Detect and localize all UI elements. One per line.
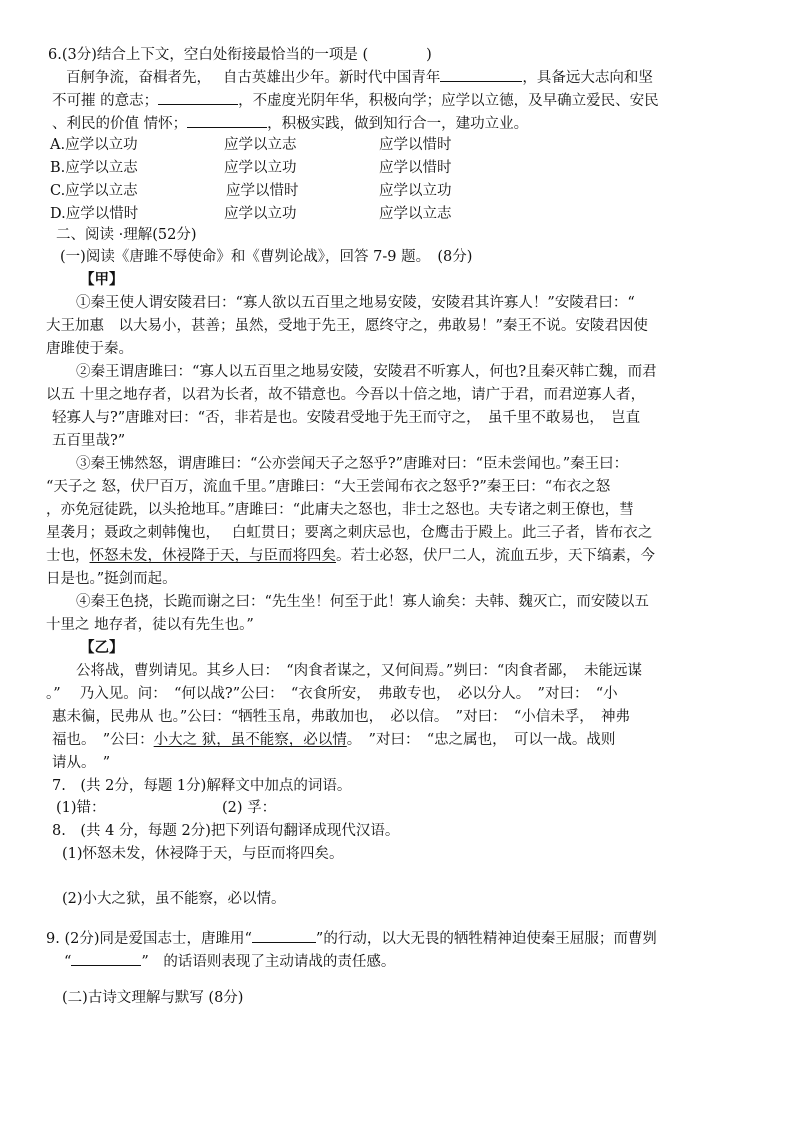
underlined-sentence-yi: 小大之 狱，虽不能察，必以情 bbox=[153, 732, 347, 748]
q8-item-1[interactable]: (1)怀怒未发，休祲降于天，与臣而将四矣。 bbox=[62, 846, 344, 862]
q6-para-line-2: 不可摧 的意志； ，不虚度光阴年华，积极向学；应学以立德，及早确立爱民、安民 bbox=[52, 90, 659, 111]
q7-item-1[interactable]: (1)错： bbox=[56, 800, 106, 816]
passage-yi-heading: 【乙】 bbox=[80, 639, 124, 656]
passage-jia-line: 星袭月；聂政之刺韩傀也， 白虹贯日；要离之刺庆忌也，仓鹰击于殿上。此三子者，皆布衣之 bbox=[46, 525, 653, 541]
passage-jia-line: ，亦免冠徒跣，以头抢地耳。”唐雎曰：“此庸夫之怒也，非士之怒也。夫专诸之刺王僚也，彗 bbox=[46, 502, 634, 518]
passage-jia-line: 十里之 地存者，徒以有先生也。” bbox=[46, 617, 254, 633]
passage-jia-line: ③秦王怫然怒，谓唐雎曰：“公亦尝闻天子之怒乎?”唐雎对曰：“臣未尝闻也。”秦王曰： bbox=[76, 456, 629, 472]
q8-item-2[interactable]: (2)小大之狱，虽不能察，必以情。 bbox=[62, 891, 286, 907]
q6-blank-1[interactable] bbox=[440, 67, 522, 82]
section-2-title: 二、阅读 ·理解(52分) bbox=[56, 227, 197, 243]
q8-stem: 8. (共 4 分，每题 2分)把下列语句翻译成现代汉语。 bbox=[52, 823, 400, 839]
passage-yi-line: 。” 乃入见。问： “何以战?”公曰： “衣食所安， 弗敢专也， 必以分人。 ”对曰： “小 bbox=[46, 686, 618, 702]
q9-line-1: 9. (2分)同是爱国志士，唐雎用“ ”的行动，以大无畏的牺牲精神迫使秦王屈服；而曹刿 bbox=[46, 928, 657, 949]
passage-jia-line: 以五 十里之地存者，以君为长者，故不错意也。今吾以十倍之地，请广于君，而君逆寡人者， bbox=[46, 387, 646, 403]
passage-jia-line: 唐雎使于秦。 bbox=[46, 341, 133, 357]
passage-jia-line: 大王加惠 以大易小，甚善；虽然，受地于先王，愿终守之，弗敢易！”秦王不说。安陵君因使 bbox=[46, 318, 648, 334]
passage-yi-line: 惠未徧，民弗从 也。”公曰：“牺牲玉帛，弗敢加也， 必以信。 ”对曰： “小信未孚， 神弗 bbox=[52, 709, 631, 725]
passage-jia-line: ②秦王谓唐雎曰：“寡人以五百里之地易安陵，安陵君不听寡人，何也?且秦灭韩亡魏，而君 bbox=[76, 364, 657, 380]
section-2b-title: (二)古诗文理解与默写 (8分) bbox=[62, 990, 244, 1006]
exam-page: 6.(3分)结合上下文，空白处衔接最恰当的一项是 ( ) 百舸争流，奋楫者先， 自古英雄出少年。新时代中国青年 ，具备远大志向和坚 不可摧 的意志； ，不虚度光阴年华，积极向学；应学以立德，及早确立爱民、安民 、利民的价值 情怀； ，积极实践，做到知行合一，建功立业。 A.应学以立功 应学以立志 应学以惜时 B.应学以立志 应学以立功 应学以惜时 C.应学以立志 应学以惜时 应学以立功 D.应学以惜时 应学以立功 应学以立志 二、阅读 ·理解(52分) (一)阅读《唐雎不辱使命》和《曹刿论战》，回答 7-9 题。 (8分) 【甲】 ①秦王使人谓安陵君曰：“寡人欲以五百里之地易安陵，安陵君其许寡人！”安陵君曰：“ 大王加惠 以大易小，甚善；虽然，受地于先王，愿终守之，弗敢易！”秦王不说。安陵君因使 唐雎使于秦。 ②秦王谓唐雎曰：“寡人以五百里之地易安陵，安陵君不听寡人，何也?且秦灭韩亡魏，而君 以五 十里之地存者，以君为长者，故不错意也。今吾以十倍之地，请广于君，而君逆寡人者， 轻寡人与?”唐雎对曰：“否，非若是也。安陵君受地于先王而守之， 虽千里不敢易也， 岂直 五百里哉?” ③秦王怫然怒，谓唐雎曰：“公亦尝闻天子之怒乎?”唐雎对曰：“臣未尝闻也。”秦王曰： “天子之 怒，伏尸百万，流血千里。”唐雎曰：“大王尝闻布衣之怒乎?”秦王曰：“布衣之怒 ，亦免冠徒跣，以头抢地耳。”唐雎曰：“此庸夫之怒也，非士之怒也。夫专诸之刺王僚也，彗 星袭月；聂政之刺韩傀也， 白虹贯日；要离之刺庆忌也，仓鹰击于殿上。此三子者，皆布衣之 士也，怀怒未发，休祲降于天，与臣而将四矣。若士必怒，伏尸二人，流血五步，天下缟素，今 日是也。”挺剑而起。 ④秦王色挠，长跪而谢之曰：“先生坐！何至于此！寡人谕矣：夫韩、魏灭亡，而安陵以五 十里之 地存者，徒以有先生也。” 【乙】 公将战，曹刿请见。其乡人曰： “肉食者谋之，又何间焉。”刿曰：“肉食者鄙， 未能远谋 。” 乃入见。问： “何以战?”公曰： “衣食所安， 弗敢专也， 必以分人。 ”对曰： “小 惠未徧，民弗从 也。”公曰：“牺牲玉帛，弗敢加也， 必以信。 ”对曰： “小信未孚， 神弗 福也。 ”公曰：小大之 狱，虽不能察，必以情。 ”对曰： “忠之属也， 可以一战。战则 请从。 ” 7. (共 2分，每题 1分)解释文中加点的词语。 (1)错： (2) 孚： 8. (共 4 分，每题 2分)把下列语句翻译成现代汉语。 (1)怀怒未发，休祲降于天，与臣而将四矣。 (2)小大之狱，虽不能察，必以情。 9. (2分)同是爱国志士，唐雎用“ ”的行动，以大无畏的牺牲精神迫使秦王屈服；而曹刿 “ ” 的话语则表现了主动请战的责任感。 (二)古诗文理解与默写 (8分) bbox=[46, 47, 659, 1006]
passage-jia-heading: 【甲】 bbox=[80, 271, 124, 288]
passage-jia-line: 日是也。”挺剑而起。 bbox=[46, 571, 177, 587]
passage-jia-line: ④秦王色挠，长跪而谢之曰：“先生坐！何至于此！寡人谕矣：夫韩、魏灭亡，而安陵以五 bbox=[76, 594, 649, 610]
q7-item-2[interactable]: (2) 孚： bbox=[222, 800, 277, 816]
passage-jia-line: ①秦王使人谓安陵君曰：“寡人欲以五百里之地易安陵，安陵君其许寡人！”安陵君曰：“ bbox=[76, 295, 635, 311]
q6-para-line-3: 、利民的价值 情怀； ，积极实践，做到知行合一，建功立业。 bbox=[52, 113, 528, 134]
passage-yi-line: 请从。 ” bbox=[52, 755, 111, 771]
passage-jia-line: 轻寡人与?”唐雎对曰：“否，非若是也。安陵君受地于先王而守之， 虽千里不敢易也， 岂直 bbox=[52, 410, 641, 426]
q6-para-line-1: 百舸争流，奋楫者先， 自古英雄出少年。新时代中国青年 ，具备远大志向和坚 bbox=[66, 67, 653, 88]
q7-stem: 7. (共 2分，每题 1分)解释文中加点的词语。 bbox=[52, 778, 352, 794]
q9-blank-2[interactable] bbox=[71, 951, 141, 966]
q9-line-2: “ ” 的话语则表现了主动请战的责任感。 bbox=[64, 951, 395, 972]
section-2-intro: (一)阅读《唐雎不辱使命》和《曹刿论战》，回答 7-9 题。 (8分) bbox=[60, 249, 473, 265]
passage-jia-line: 士也，怀怒未发，休祲降于天，与臣而将四矣。若士必怒，伏尸二人，流血五步，天下缟素，今 bbox=[46, 548, 655, 564]
q6-blank-2[interactable] bbox=[158, 90, 238, 105]
q6-stem: 6.(3分)结合上下文，空白处衔接最恰当的一项是 ( ) bbox=[48, 47, 432, 63]
passage-jia-line: 五百里哉?” bbox=[52, 433, 126, 449]
passage-jia-line: “天子之 怒，伏尸百万，流血千里。”唐雎曰：“大王尝闻布衣之怒乎?”秦王曰：“布衣之怒 bbox=[46, 479, 611, 495]
passage-yi-line: 公将战，曹刿请见。其乡人曰： “肉食者谋之，又何间焉。”刿曰：“肉食者鄙， 未能远谋 bbox=[76, 663, 642, 679]
passage-yi-line: 福也。 ”公曰：小大之 狱，虽不能察，必以情。 ”对曰： “忠之属也， 可以一战。战则 bbox=[52, 732, 616, 748]
q9-blank-1[interactable] bbox=[252, 928, 316, 943]
q6-blank-3[interactable] bbox=[187, 113, 267, 128]
underlined-sentence-jia: 怀怒未发，休祲降于天，与臣而将四矣 bbox=[89, 548, 336, 564]
